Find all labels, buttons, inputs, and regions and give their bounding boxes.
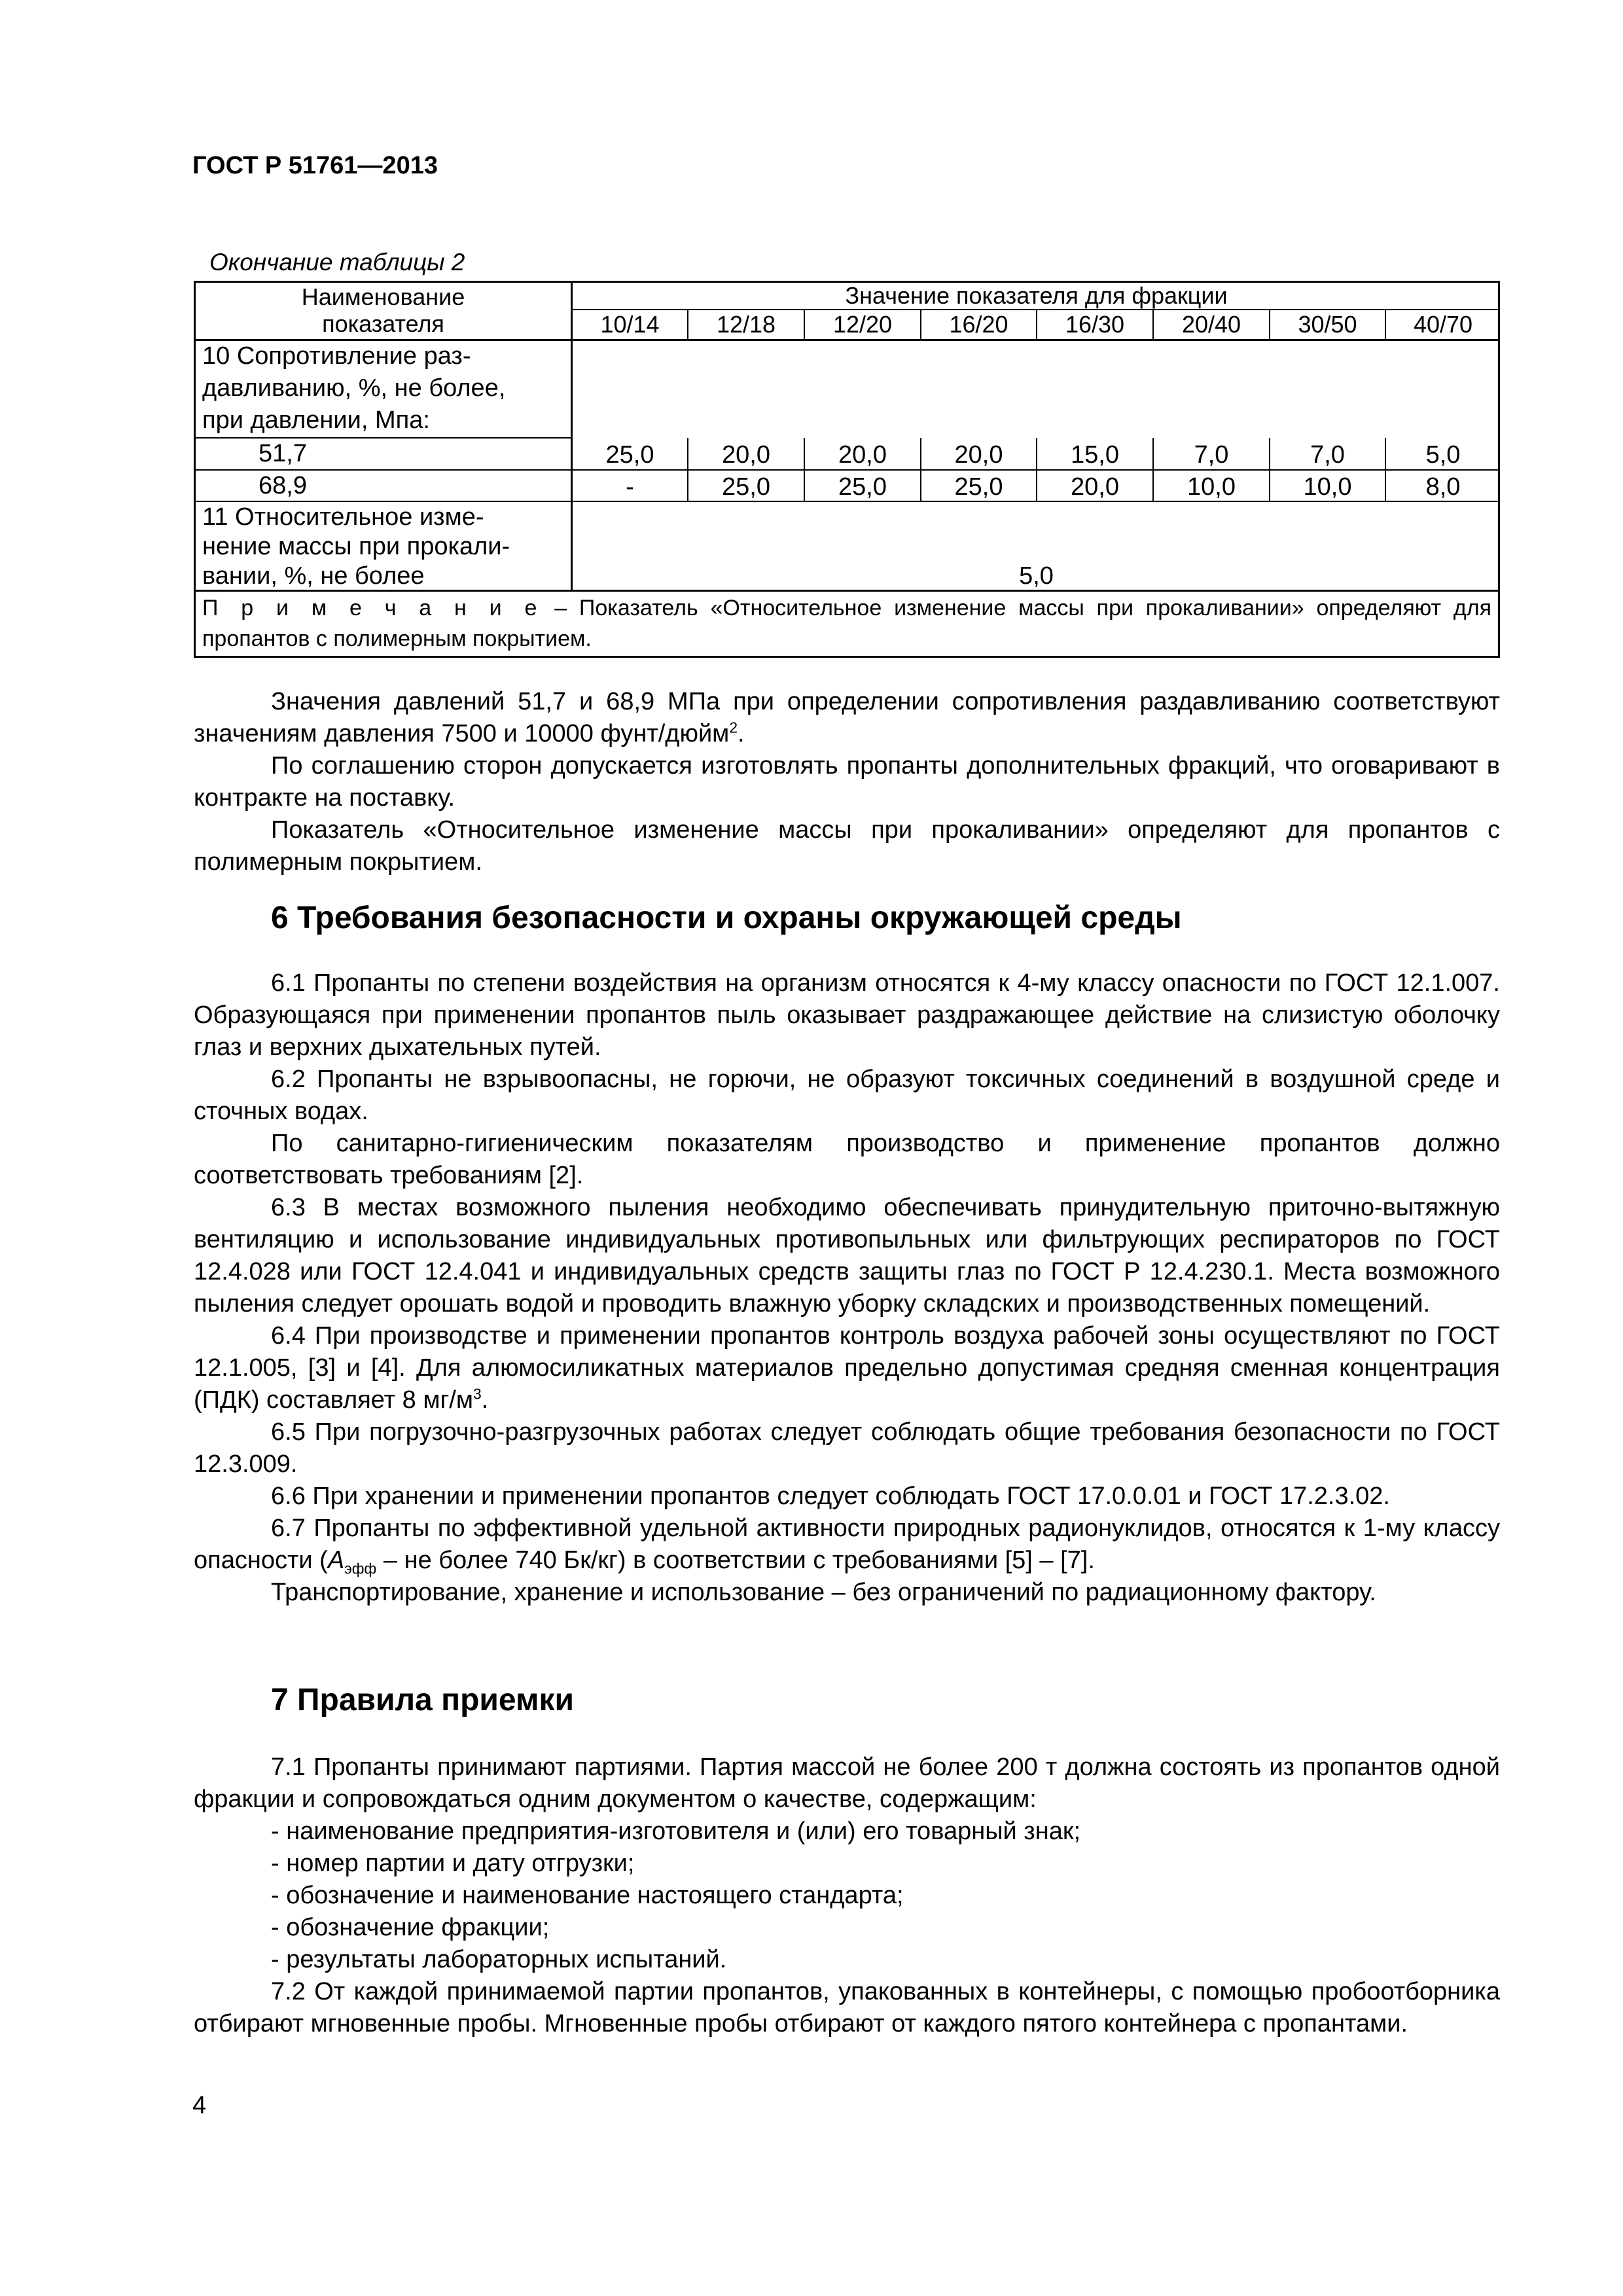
row-517-value: 20,0 (954, 441, 1003, 469)
paragraph: Транспортирование, хранение и использование – без ограничений по радиационному фактору. (271, 1579, 1376, 1606)
row-689-value: 20,0 (1071, 473, 1119, 501)
row-689-value: 25,0 (838, 473, 887, 501)
paragraph: 6.3 В местах возможного пыления необходимо обеспечивать принудительную приточно-вытяжную вентиляцию и использование индивидуальных противопыльных или фильтрующих респираторов по ГОСТ 12.4.028 или ГОСТ 12.4.041 и индивидуальных средств защиты глаз по ГОСТ Р 12.4.230.1. Места возможного пыления следует орошать водой и проводить влажную уборку складских и производственных помещений. (194, 1194, 1500, 1318)
superscript: 2 (729, 719, 738, 736)
col-header-name-line1: Наименование (301, 283, 465, 310)
paragraph-text: Значения давлений 51,7 и 68,9 МПа при определении сопротивления раздавливанию соответствуют значениям давления 7500 и 10000 фунт/дюйм (194, 688, 1500, 747)
paragraph-text: . (738, 720, 745, 747)
paragraph-text: . (481, 1386, 489, 1414)
row11-value: 5,0 (1019, 562, 1054, 590)
row-689-value: 10,0 (1303, 473, 1352, 501)
row-689-label: 68,9 (259, 472, 307, 499)
list-item: - наименование предприятия-изготовителя и (или) его товарный знак; (271, 1818, 1081, 1845)
col-header-name-line2: показателя (322, 310, 444, 337)
row-517-value: 25,0 (605, 441, 654, 469)
section-7-text (194, 1751, 1500, 2040)
row-689-value: 8,0 (1425, 473, 1461, 501)
row-689-value: 25,0 (722, 473, 770, 501)
fraction-header: 30/50 (1298, 311, 1357, 338)
row-689-value: 25,0 (954, 473, 1003, 501)
paragraph (194, 686, 1500, 750)
fraction-header: 16/20 (949, 311, 1008, 338)
superscript: 3 (473, 1385, 482, 1403)
paragraph (194, 1513, 1500, 1577)
paragraph: 6.1 Пропанты по степени воздействия на организм относятся к 4-му классу опасности по ГОСТ 12.1.007. Образующаяся при применении пропантов пыль оказывает раздражающее действие на слизистую оболочку глаз и верхних дыхательных путей. (194, 969, 1500, 1061)
paragraph: 7.1 Пропанты принимают партиями. Партия массой не более 200 т должна состоять из пропантов одной фракции и сопровождаться одним документом о качестве, содержащим: (194, 1753, 1500, 1813)
note-label: П р и м е ч а н и е (202, 596, 543, 620)
section-6-text (194, 967, 1500, 1609)
document-header: ГОСТ Р 51761—2013 (192, 152, 438, 179)
row10-label-line1: 10 Сопротивление раз- (202, 342, 471, 370)
row-517-label: 51,7 (259, 440, 307, 467)
fraction-header: 16/30 (1065, 311, 1125, 338)
italic-symbol: А (327, 1547, 345, 1574)
row10-label-line3: при давлении, Мпа: (202, 406, 430, 434)
fraction-header: 40/70 (1413, 311, 1473, 338)
paragraph: По санитарно-гигиеническим показателям производство и применение пропантов должно соответствовать требованиям [2]. (194, 1130, 1500, 1189)
row-689-value: 10,0 (1187, 473, 1236, 501)
row10-label-line2: давливанию, %, не более, (202, 374, 506, 402)
paragraph: 6.2 Пропанты не взрывоопасны, не горючи, не образуют токсичных соединений в воздушной среде и сточных водах. (194, 1066, 1500, 1125)
list-item: - обозначение и наименование настоящего стандарта; (271, 1882, 904, 1909)
row11-label-line2: нение массы при прокали- (202, 533, 510, 560)
row-517-value: 20,0 (722, 441, 770, 469)
fraction-header: 12/20 (832, 311, 893, 338)
section-6-title: 6 Требования безопасности и охраны окружающей среды (271, 901, 1182, 935)
row11-label-line1: 11 Относительное изме- (202, 503, 484, 531)
note-text: – Показатель «Относительное изменение массы при прокаливании» определяют для пропантов с полимерным покрытием. (202, 596, 1491, 651)
list-item: - обозначение фракции; (271, 1914, 550, 1941)
paragraph: По соглашению сторон допускается изготовлять пропанты дополнительных фракций, что оговаривают в контракте на поставку. (194, 752, 1500, 812)
paragraph-text: 6.7 Пропанты по эффективной удельной активности природных радионуклидов, относятся к 1-му классу опасности ( (194, 1515, 1500, 1574)
paragraph: 6.5 При погрузочно-разгрузочных работах следует соблюдать общие требования безопасности по ГОСТ 12.3.009. (194, 1418, 1500, 1478)
intro-text (194, 686, 1500, 878)
list-item: - результаты лабораторных испытаний. (271, 1946, 727, 1973)
row-517-value: 7,0 (1310, 441, 1345, 469)
fraction-header: 10/14 (600, 311, 660, 338)
paragraph-text: – не более 740 Бк/кг) в соответствии с требованиями [5] – [7]. (376, 1547, 1095, 1574)
row-517-value: 15,0 (1071, 441, 1119, 469)
fraction-header: 20/40 (1181, 311, 1241, 338)
paragraph (194, 1320, 1500, 1416)
paragraph-text: 6.4 При производстве и применении пропантов контроль воздуха рабочей зоны осуществляют по ГОСТ 12.1.005, [3] и [4]. Для алюмосиликатных материалов предельно допустимая средняя сменная концентрация (ПДК) составляет 8 мг/м (194, 1322, 1500, 1414)
table-note (202, 593, 1491, 655)
row11-label-line3: вании, %, не более (202, 562, 425, 590)
col-header-group: Значение показателя для фракции (845, 282, 1228, 309)
fraction-table (194, 281, 1500, 658)
page-number: 4 (192, 2092, 207, 2119)
table-caption: Окончание таблицы 2 (209, 249, 465, 276)
row-517-value: 7,0 (1194, 441, 1229, 469)
row-689-value: - (626, 473, 634, 501)
section-7-title: 7 Правила приемки (271, 1683, 575, 1717)
paragraph: Показатель «Относительное изменение массы при прокаливании» определяют для пропантов с полимерным покрытием. (194, 816, 1500, 876)
subscript: эфф (344, 1560, 377, 1577)
row-517-value: 20,0 (838, 441, 887, 469)
list-item: - номер партии и дату отгрузки; (271, 1850, 635, 1877)
row-517-value: 5,0 (1425, 441, 1461, 469)
paragraph: 7.2 От каждой принимаемой партии пропантов, упакованных в контейнеры, с помощью пробоотборника отбирают мгновенные пробы. Мгновенные пробы отбирают от каждого пятого контейнера с пропантами. (194, 1978, 1500, 2037)
fraction-header: 12/18 (716, 311, 776, 338)
paragraph: 6.6 При хранении и применении пропантов следует соблюдать ГОСТ 17.0.0.01 и ГОСТ 17.2.3.02. (271, 1482, 1390, 1510)
